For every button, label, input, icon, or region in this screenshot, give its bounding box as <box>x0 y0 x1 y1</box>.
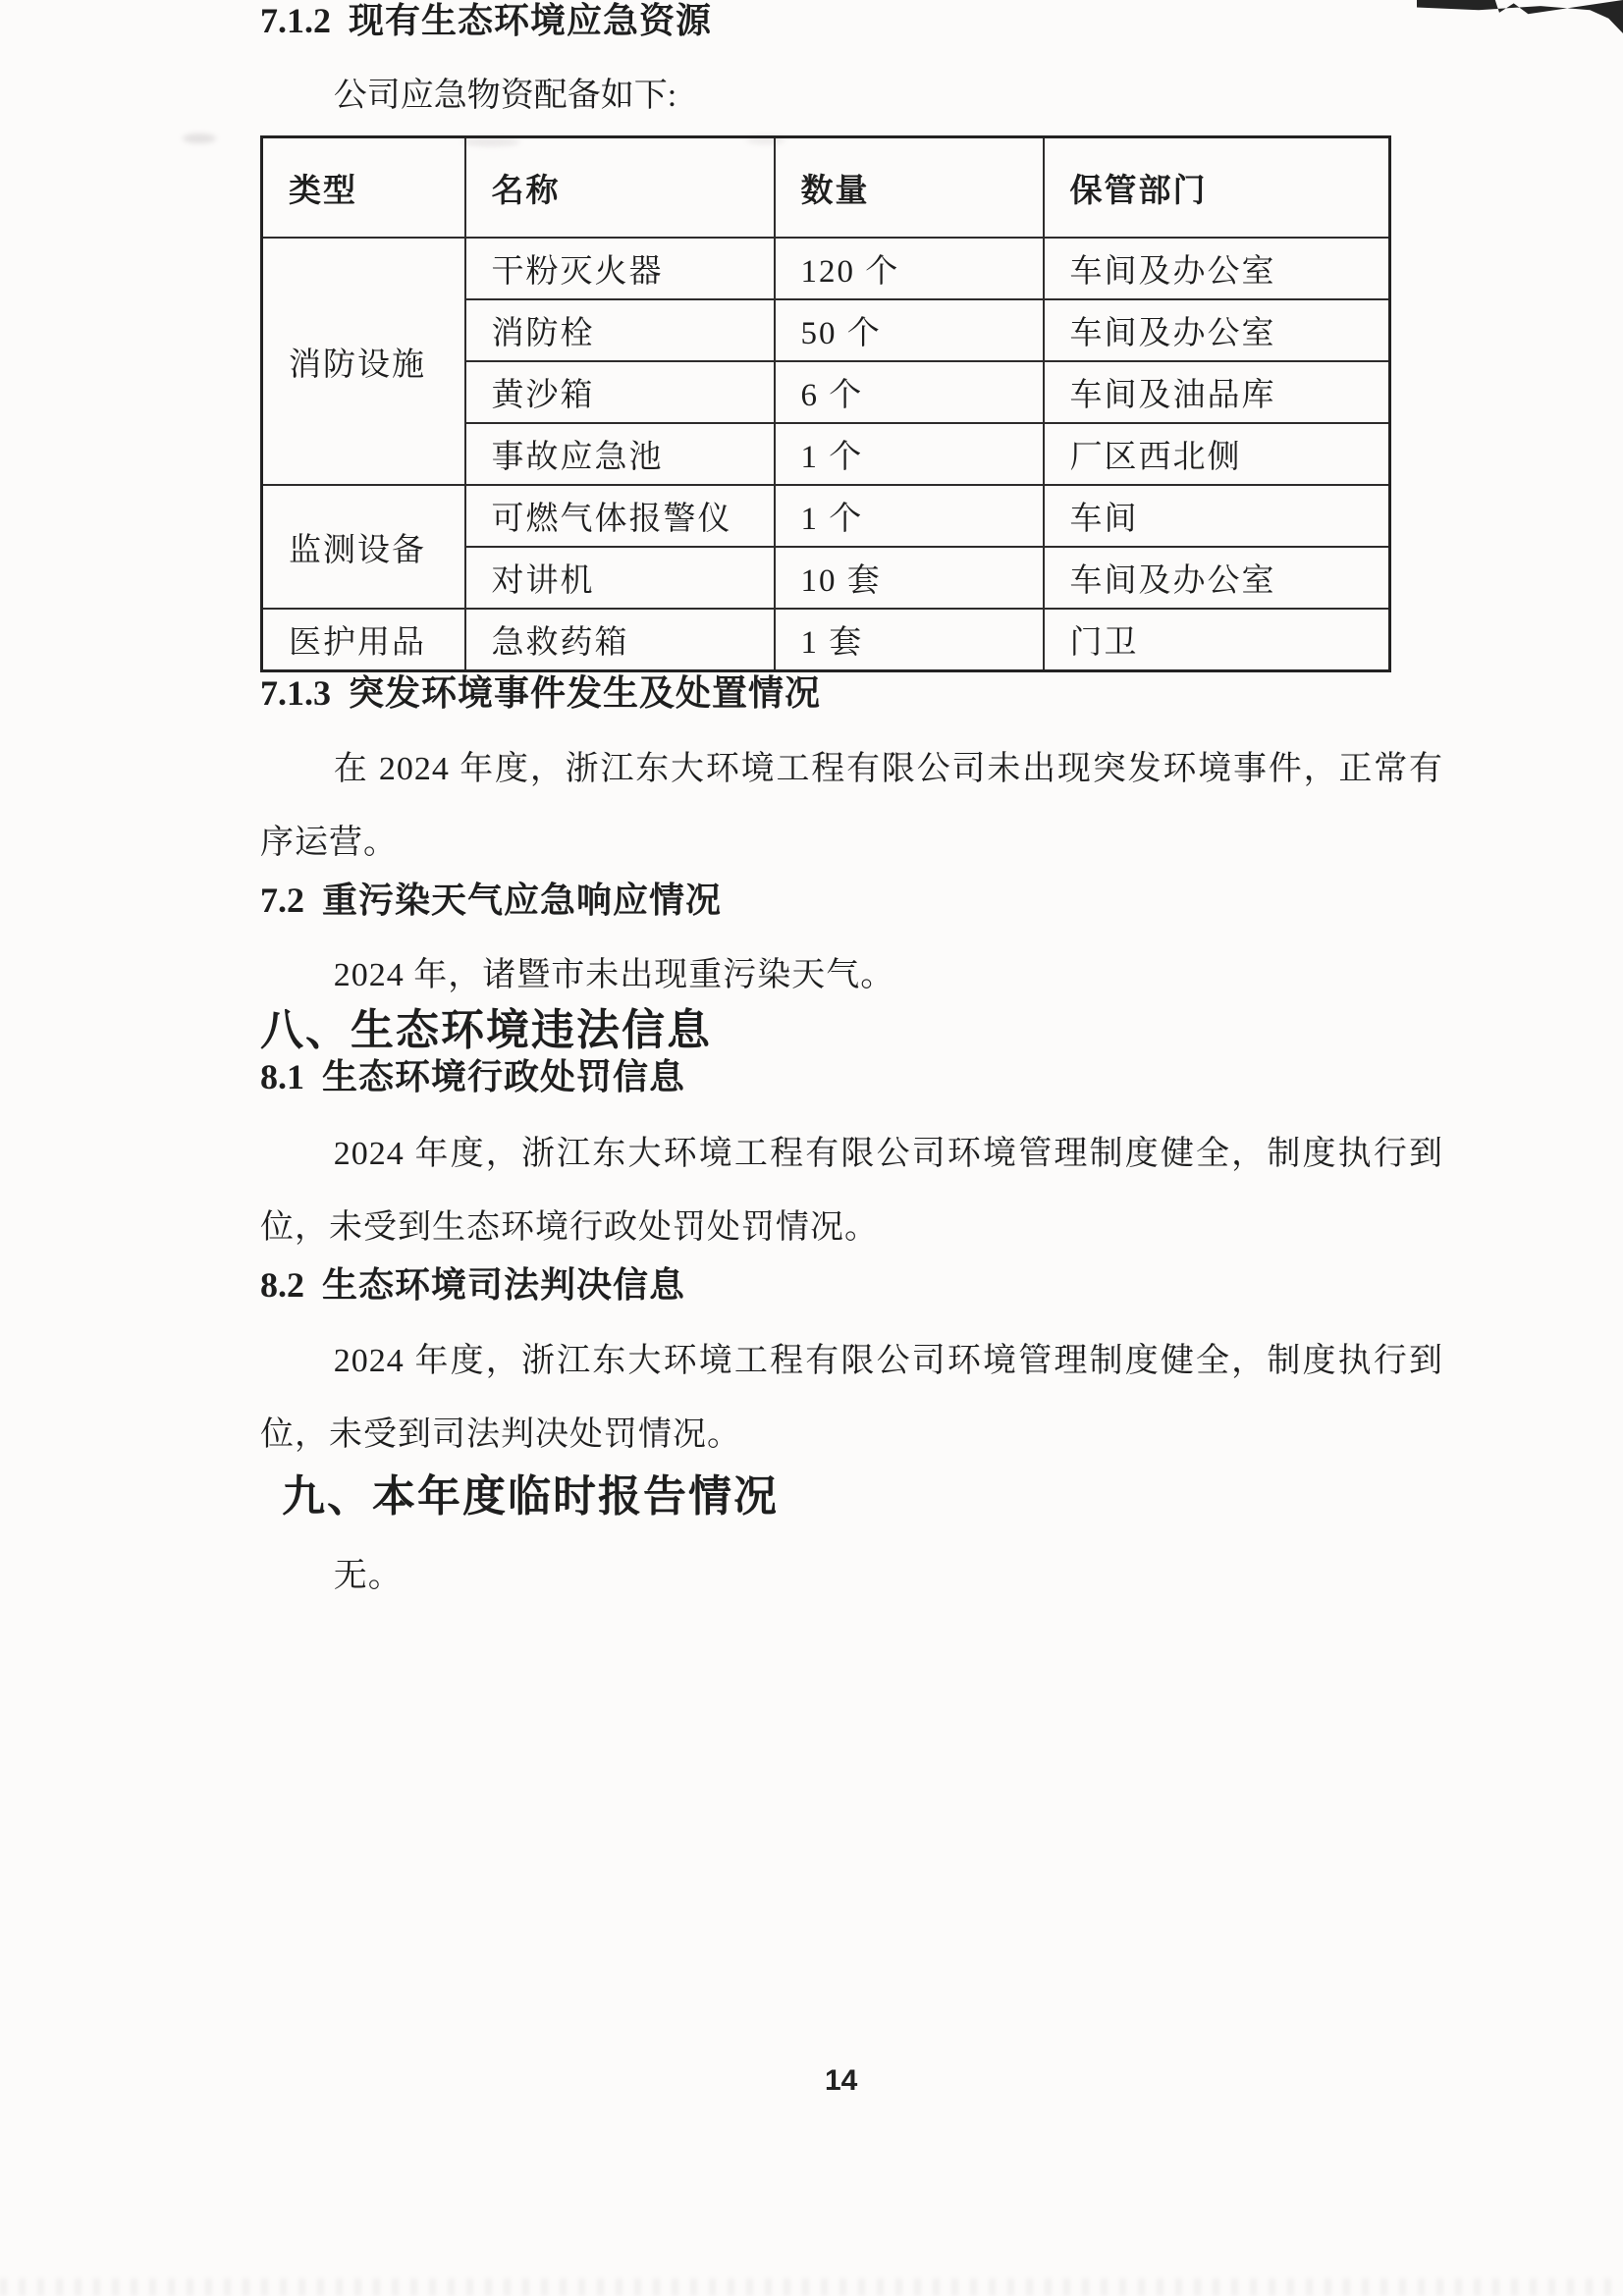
section-8-2-heading <box>260 1264 1443 1307</box>
scan-artifact-corner <box>1417 0 1623 33</box>
department-cell: 车间及油品库 <box>1044 361 1390 423</box>
section-number: 7.1.2 <box>260 1 331 40</box>
chapter-title: 生态环境违法信息 <box>351 1005 712 1054</box>
section-8-2-paragraph: 2024 年度，浙江东大环境工程有限公司环境管理制度健全，制度执行到位，未受到司法判决处罚情况。 <box>260 1342 1443 1453</box>
name-cell: 消防栓 <box>465 299 775 361</box>
quantity-cell: 1 套 <box>775 609 1044 671</box>
section-title: 现有生态环境应急资源 <box>349 1 713 40</box>
name-cell: 急救药箱 <box>465 609 775 671</box>
quantity-cell: 6 个 <box>775 361 1044 423</box>
table-row <box>262 238 1390 299</box>
name-cell: 黄沙箱 <box>465 361 775 423</box>
section-number: 7.2 <box>260 881 304 921</box>
section-number: 8.1 <box>260 1057 304 1097</box>
chapter-number: 八、 <box>260 1005 351 1054</box>
section-7-1-2-heading <box>260 0 1443 42</box>
section-7-2-heading <box>260 880 1443 922</box>
page-number: 14 <box>825 2064 858 2097</box>
section-7-1-3-paragraph: 在 2024 年度，浙江东大环境工程有限公司未出现突发环境事件，正常有序运营。 <box>260 751 1443 862</box>
emergency-resources-table <box>260 135 1391 672</box>
department-cell: 车间及办公室 <box>1044 238 1390 299</box>
scan-noise-bottom <box>0 2278 1623 2296</box>
page-content <box>260 0 1443 1606</box>
type-cell-monitoring: 监测设备 <box>262 485 465 609</box>
quantity-cell: 120 个 <box>775 238 1044 299</box>
quantity-cell: 10 套 <box>775 547 1044 609</box>
section-8-1-heading <box>260 1056 1443 1098</box>
section-number: 8.2 <box>260 1264 304 1305</box>
chapter-title: 本年度临时报告情况 <box>372 1471 779 1521</box>
table-header-row <box>262 137 1390 239</box>
type-cell-fire: 消防设施 <box>262 238 465 485</box>
type-cell-medical: 医护用品 <box>262 609 465 671</box>
table-row <box>262 485 1390 547</box>
chapter-9-heading <box>260 1471 1443 1523</box>
section-8-1-paragraph: 2024 年度，浙江东大环境工程有限公司环境管理制度健全，制度执行到位，未受到生态环境行政处罚处罚情况。 <box>260 1135 1443 1246</box>
table-row <box>262 609 1390 671</box>
department-cell: 车间及办公室 <box>1044 547 1390 609</box>
col-header-name: 名称 <box>465 137 775 239</box>
section-title: 突发环境事件发生及处置情况 <box>349 673 822 714</box>
name-cell: 事故应急池 <box>465 423 775 485</box>
chapter-number: 九、 <box>282 1471 372 1521</box>
name-cell: 可燃气体报警仪 <box>465 485 775 547</box>
section-title: 生态环境司法判决信息 <box>322 1264 686 1305</box>
quantity-cell: 50 个 <box>775 299 1044 361</box>
col-header-quantity: 数量 <box>775 137 1044 239</box>
chapter-9-paragraph: 无。 <box>333 1557 403 1594</box>
department-cell: 门卫 <box>1044 609 1390 671</box>
department-cell: 车间及办公室 <box>1044 299 1390 361</box>
section-title: 生态环境行政处罚信息 <box>322 1057 686 1097</box>
chapter-8-heading <box>260 1005 1443 1057</box>
department-cell: 厂区西北侧 <box>1044 423 1390 485</box>
section-7-1-3-heading <box>260 672 1443 715</box>
quantity-cell: 1 个 <box>775 485 1044 547</box>
section-number: 7.1.3 <box>260 673 331 714</box>
quantity-cell: 1 个 <box>775 423 1044 485</box>
section-title: 重污染天气应急响应情况 <box>322 881 723 921</box>
department-cell: 车间 <box>1044 485 1390 547</box>
name-cell: 对讲机 <box>465 547 775 609</box>
col-header-department: 保管部门 <box>1044 137 1390 239</box>
table-intro-text: 公司应急物资配备如下: <box>333 78 677 115</box>
name-cell: 干粉灭火器 <box>465 238 775 299</box>
section-7-2-paragraph: 2024 年，诸暨市未出现重污染天气。 <box>333 956 895 993</box>
scan-smudge <box>183 133 216 143</box>
col-header-type: 类型 <box>262 137 465 239</box>
